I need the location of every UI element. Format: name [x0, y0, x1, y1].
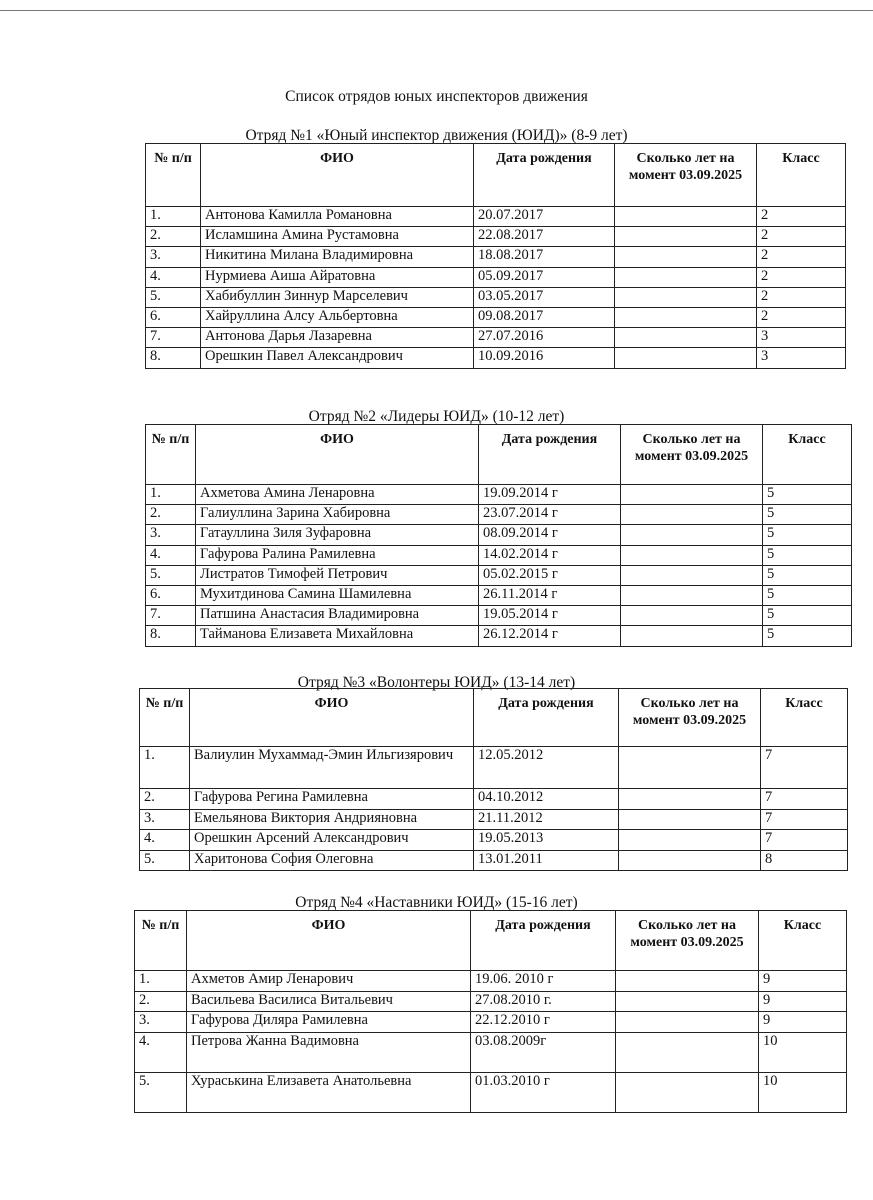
squad-4-title: Отряд №4 «Наставники ЮИД» (15-16 лет) — [295, 894, 578, 911]
header-name: ФИО — [190, 689, 474, 747]
student-name: Орешкин Арсений Александрович — [190, 830, 474, 851]
class-grade: 7 — [761, 809, 848, 830]
class-grade: 7 — [761, 830, 848, 851]
age-at-date — [615, 207, 757, 227]
table-row — [146, 485, 852, 505]
row-number: 7. — [146, 328, 201, 348]
row-number: 5. — [140, 850, 190, 871]
row-number: 1. — [146, 207, 201, 227]
header-birth: Дата рождения — [474, 144, 615, 207]
table-row — [146, 545, 852, 565]
row-number: 5. — [146, 287, 201, 307]
class-grade: 9 — [759, 971, 847, 992]
table-row — [140, 789, 848, 810]
row-number: 1. — [135, 971, 187, 992]
student-name: Антонова Камилла Романовна — [201, 207, 474, 227]
age-at-date — [619, 789, 761, 810]
birth-date: 03.08.2009г — [471, 1032, 616, 1072]
student-name: Тайманова Елизавета Михайловна — [196, 626, 479, 646]
class-grade: 2 — [757, 247, 846, 267]
squad-rows — [146, 207, 846, 369]
class-grade: 5 — [763, 485, 852, 505]
table-header-row — [146, 144, 846, 207]
age-at-date — [615, 307, 757, 327]
row-number: 5. — [146, 565, 196, 585]
squad-rows — [146, 485, 852, 647]
table-row — [146, 626, 852, 646]
squad-1-title: Отряд №1 «Юный инспектор движения (ЮИД)» (8-9 лет) — [245, 127, 628, 144]
age-at-date — [621, 505, 763, 525]
table-row — [146, 348, 846, 368]
student-name: Никитина Милана Владимировна — [201, 247, 474, 267]
row-number: 4. — [140, 830, 190, 851]
class-grade: 5 — [763, 626, 852, 646]
birth-date: 13.01.2011 — [474, 850, 619, 871]
squad-3-table — [139, 688, 848, 871]
age-at-date — [616, 1072, 759, 1112]
birth-date: 01.03.2010 г — [471, 1072, 616, 1112]
birth-date: 26.12.2014 г — [479, 626, 621, 646]
header-age: Сколько лет на момент 03.09.2025 — [621, 425, 763, 485]
class-grade: 10 — [759, 1032, 847, 1072]
header-birth: Дата рождения — [474, 689, 619, 747]
birth-date: 22.08.2017 — [474, 227, 615, 247]
age-at-date — [615, 247, 757, 267]
row-number: 4. — [146, 267, 201, 287]
class-grade: 2 — [757, 267, 846, 287]
class-grade: 5 — [763, 565, 852, 585]
row-number: 2. — [140, 789, 190, 810]
birth-date: 19.06. 2010 г — [471, 971, 616, 992]
table-header-row — [135, 911, 847, 971]
row-number: 3. — [135, 1012, 187, 1033]
birth-date: 27.07.2016 — [474, 328, 615, 348]
header-age: Сколько лет на момент 03.09.2025 — [615, 144, 757, 207]
row-number: 3. — [146, 247, 201, 267]
student-name: Васильева Василиса Витальевич — [187, 991, 471, 1012]
row-number: 3. — [140, 809, 190, 830]
row-number: 4. — [146, 545, 196, 565]
class-grade: 5 — [763, 545, 852, 565]
squad-rows — [140, 747, 848, 871]
row-number: 2. — [146, 227, 201, 247]
table-row — [140, 747, 848, 789]
table-row — [146, 328, 846, 348]
student-name: Ахметов Амир Ленарович — [187, 971, 471, 992]
class-grade: 3 — [757, 348, 846, 368]
age-at-date — [616, 991, 759, 1012]
row-number: 2. — [146, 505, 196, 525]
age-at-date — [616, 1012, 759, 1033]
class-grade: 3 — [757, 328, 846, 348]
class-grade: 2 — [757, 207, 846, 227]
class-grade: 8 — [761, 850, 848, 871]
birth-date: 18.08.2017 — [474, 247, 615, 267]
table-row — [140, 830, 848, 851]
header-name: ФИО — [187, 911, 471, 971]
header-num: № п/п — [135, 911, 187, 971]
birth-date: 19.05.2014 г — [479, 606, 621, 626]
birth-date: 22.12.2010 г — [471, 1012, 616, 1033]
squad-3-title: Отряд №3 «Волонтеры ЮИД» (13-14 лет) — [297, 674, 576, 691]
class-grade: 7 — [761, 789, 848, 810]
student-name: Петрова Жанна Вадимовна — [187, 1032, 471, 1072]
birth-date: 20.07.2017 — [474, 207, 615, 227]
scan-edge-line — [0, 10, 873, 11]
birth-date: 12.05.2012 — [474, 747, 619, 789]
class-grade: 2 — [757, 307, 846, 327]
header-age: Сколько лет на момент 03.09.2025 — [616, 911, 759, 971]
student-name: Листратов Тимофей Петрович — [196, 565, 479, 585]
age-at-date — [621, 485, 763, 505]
table-row — [135, 1072, 847, 1112]
table-row — [146, 287, 846, 307]
header-name: ФИО — [201, 144, 474, 207]
class-grade: 5 — [763, 505, 852, 525]
class-grade: 2 — [757, 227, 846, 247]
table-row — [140, 850, 848, 871]
table-row — [146, 207, 846, 227]
student-name: Галиуллина Зарина Хабировна — [196, 505, 479, 525]
age-at-date — [615, 287, 757, 307]
row-number: 6. — [146, 585, 196, 605]
class-grade: 7 — [761, 747, 848, 789]
row-number: 5. — [135, 1072, 187, 1112]
table-row — [146, 227, 846, 247]
birth-date: 26.11.2014 г — [479, 585, 621, 605]
table-row — [146, 525, 852, 545]
birth-date: 27.08.2010 г. — [471, 991, 616, 1012]
row-number: 1. — [146, 485, 196, 505]
row-number: 6. — [146, 307, 201, 327]
table-row — [146, 247, 846, 267]
age-at-date — [621, 545, 763, 565]
table-row — [135, 991, 847, 1012]
table-row — [146, 606, 852, 626]
header-class: Класс — [759, 911, 847, 971]
age-at-date — [615, 227, 757, 247]
student-name: Ахметова Амина Ленаровна — [196, 485, 479, 505]
student-name: Патшина Анастасия Владимировна — [196, 606, 479, 626]
birth-date: 10.09.2016 — [474, 348, 615, 368]
class-grade: 2 — [757, 287, 846, 307]
age-at-date — [615, 328, 757, 348]
table-header-row — [140, 689, 848, 747]
header-birth: Дата рождения — [479, 425, 621, 485]
table-row — [135, 1032, 847, 1072]
class-grade: 5 — [763, 606, 852, 626]
age-at-date — [619, 747, 761, 789]
row-number: 4. — [135, 1032, 187, 1072]
age-at-date — [615, 348, 757, 368]
age-at-date — [616, 971, 759, 992]
birth-date: 04.10.2012 — [474, 789, 619, 810]
table-row — [146, 585, 852, 605]
table-row — [135, 971, 847, 992]
age-at-date — [619, 809, 761, 830]
squad-1-table — [145, 143, 846, 369]
student-name: Харитонова София Олеговна — [190, 850, 474, 871]
birth-date: 21.11.2012 — [474, 809, 619, 830]
table-row — [146, 267, 846, 287]
age-at-date — [621, 606, 763, 626]
birth-date: 05.02.2015 г — [479, 565, 621, 585]
header-class: Класс — [761, 689, 848, 747]
student-name: Исламшина Амина Рустамовна — [201, 227, 474, 247]
student-name: Орешкин Павел Александрович — [201, 348, 474, 368]
birth-date: 03.05.2017 — [474, 287, 615, 307]
squad-rows — [135, 971, 847, 1113]
table-row — [146, 505, 852, 525]
class-grade: 5 — [763, 585, 852, 605]
birth-date: 09.08.2017 — [474, 307, 615, 327]
birth-date: 05.09.2017 — [474, 267, 615, 287]
squad-4-table — [134, 910, 847, 1113]
header-num: № п/п — [146, 425, 196, 485]
class-grade: 10 — [759, 1072, 847, 1112]
age-at-date — [621, 525, 763, 545]
table-row — [140, 809, 848, 830]
header-age: Сколько лет на момент 03.09.2025 — [619, 689, 761, 747]
student-name: Антонова Дарья Лазаревна — [201, 328, 474, 348]
header-name: ФИО — [196, 425, 479, 485]
row-number: 2. — [135, 991, 187, 1012]
age-at-date — [621, 585, 763, 605]
header-birth: Дата рождения — [471, 911, 616, 971]
row-number: 3. — [146, 525, 196, 545]
row-number: 8. — [146, 626, 196, 646]
squad-2-title: Отряд №2 «Лидеры ЮИД» (10-12 лет) — [308, 408, 565, 425]
birth-date: 23.07.2014 г — [479, 505, 621, 525]
student-name: Хураськина Елизавета Анатольевна — [187, 1072, 471, 1112]
class-grade: 5 — [763, 525, 852, 545]
table-row — [146, 307, 846, 327]
birth-date: 08.09.2014 г — [479, 525, 621, 545]
table-row — [135, 1012, 847, 1033]
student-name: Гатауллина Зиля Зуфаровна — [196, 525, 479, 545]
table-row — [146, 565, 852, 585]
age-at-date — [621, 626, 763, 646]
class-grade: 9 — [759, 991, 847, 1012]
header-num: № п/п — [146, 144, 201, 207]
student-name: Хайруллина Алсу Альбертовна — [201, 307, 474, 327]
squad-2-table — [145, 424, 852, 647]
student-name: Гафурова Диляра Рамилевна — [187, 1012, 471, 1033]
student-name: Емельянова Виктория Андрияновна — [190, 809, 474, 830]
age-at-date — [621, 565, 763, 585]
table-header-row — [146, 425, 852, 485]
student-name: Мухитдинова Самина Шамилевна — [196, 585, 479, 605]
age-at-date — [615, 267, 757, 287]
student-name: Гафурова Регина Рамилевна — [190, 789, 474, 810]
row-number: 8. — [146, 348, 201, 368]
header-num: № п/п — [140, 689, 190, 747]
row-number: 1. — [140, 747, 190, 789]
age-at-date — [619, 830, 761, 851]
birth-date: 19.05.2013 — [474, 830, 619, 851]
birth-date: 14.02.2014 г — [479, 545, 621, 565]
row-number: 7. — [146, 606, 196, 626]
header-class: Класс — [757, 144, 846, 207]
age-at-date — [619, 850, 761, 871]
student-name: Гафурова Ралина Рамилевна — [196, 545, 479, 565]
age-at-date — [616, 1032, 759, 1072]
document-title: Список отрядов юных инспекторов движения — [285, 88, 588, 105]
header-class: Класс — [763, 425, 852, 485]
student-name: Валиулин Мухаммад-Эмин Ильгизярович — [190, 747, 474, 789]
student-name: Нурмиева Аиша Айратовна — [201, 267, 474, 287]
class-grade: 9 — [759, 1012, 847, 1033]
birth-date: 19.09.2014 г — [479, 485, 621, 505]
student-name: Хабибуллин Зиннур Марселевич — [201, 287, 474, 307]
